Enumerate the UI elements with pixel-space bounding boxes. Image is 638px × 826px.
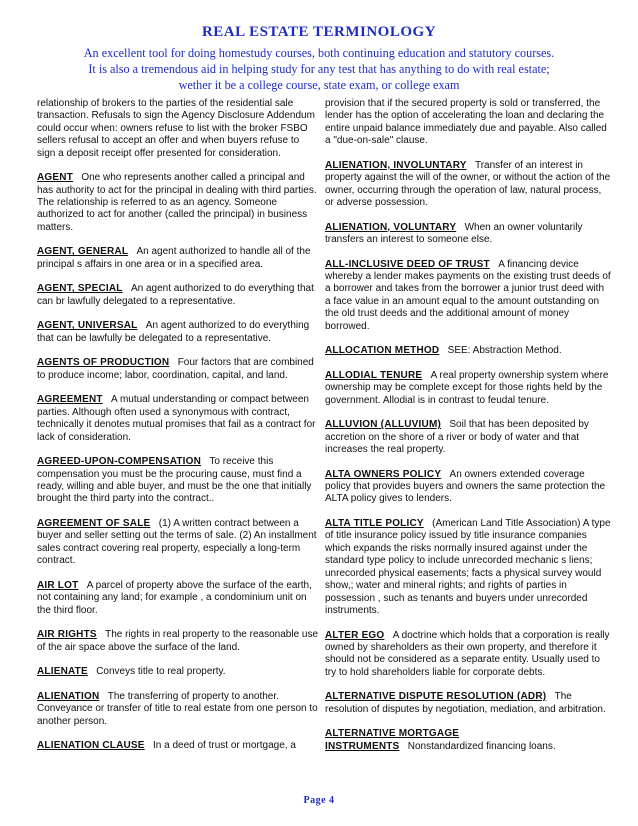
glossary-term: ALTA OWNERS POLICY <box>325 468 442 480</box>
glossary-definition: Soil that has been deposited by accretion on the shore of a river or body of water and that increases the real property. <box>325 419 589 456</box>
glossary-entry <box>37 456 319 506</box>
glossary-term: ALTA TITLE POLICY <box>325 518 424 530</box>
glossary-definition: (American Land Title Association) A type of title insurance policy issued by title insurance companies which expands the risks normally insured against under the standard type policy to include unrecorded mechanic s liens; unrecorded physical easements; facts a physical survey would show,; water and mineral rights; and rights of parties in possession , such as tenants and buyers under unrecorded instruments. <box>325 518 611 616</box>
glossary-definition: An agent authorized to do everything that can br lawfully delegated to a representative. <box>37 283 314 307</box>
glossary-definition: (1) A written contract between a buyer and seller setting out the terms of sale. (2) An installment sales contract covering real property, especially a long-term contract. <box>37 518 317 567</box>
glossary-definition: SEE: Abstraction Method. <box>447 345 562 357</box>
page-number: Page 4 <box>303 795 335 806</box>
glossary-entry <box>325 630 611 680</box>
glossary-entry <box>325 518 611 617</box>
glossary-entry <box>37 580 319 617</box>
glossary-definition: Four factors that are combined to produce income; labor, coordination, capital, and land. <box>37 357 314 381</box>
glossary-definition: A parcel of property above the surface of the earth, not containing any land; for example , a condominium unit on the third floor. <box>37 579 312 616</box>
glossary-term: ALTER EGO <box>325 629 385 641</box>
glossary-term: ALIENATION, VOLUNTARY <box>325 221 457 233</box>
glossary-term: ALIENATION, INVOLUNTARY <box>325 159 467 171</box>
glossary-definition: To receive this compensation you must be the procuring cause, must find a ready, willing and able buyer, and must be the one that initially brought the third party into the contract.. <box>37 456 312 505</box>
subtitle-line: wether it be a college course, state exam, or college exam <box>178 78 460 92</box>
glossary-term: AGREED-UPON-COMPENSATION <box>37 456 202 468</box>
glossary-definition: The rights in real property to the reasonable use of the air space above the surface of the land. <box>37 629 319 653</box>
glossary-term: ALLUVION (ALLUVIUM) <box>325 419 442 431</box>
glossary-term: AGENT, UNIVERSAL <box>37 320 138 332</box>
glossary-entry <box>325 419 611 456</box>
glossary-definition: Nonstandardized financing loans. <box>407 740 556 752</box>
glossary-term: ALLODIAL TENURE <box>325 369 423 381</box>
glossary-definition: A mutual understanding or compact between parties. Although often used a synonymous with contract, technically it denotes mutual promises that fail as a contract for lack of consideration. <box>37 394 316 443</box>
glossary-entry <box>325 728 611 753</box>
glossary-term: AGENT <box>37 172 73 184</box>
glossary-entry <box>37 740 319 752</box>
glossary-definition: When an owner voluntarily transfers an interest to someone else. <box>325 221 583 246</box>
glossary-definition: The transferring of property to another. Conveyance or transfer of title to real estate from one person to another person. <box>37 690 318 727</box>
glossary-definition: One who represents another called a principal and has authority to act for the principal in dealing with third parties. The relationship is referred to as an agency. Someone authorized to act for another (called the principal) in business matters. <box>37 172 317 233</box>
glossary-entry <box>325 345 611 357</box>
glossary-term: ALTERNATIVE DISPUTE RESOLUTION (ADR) <box>325 691 547 703</box>
glossary-entry <box>37 320 319 345</box>
glossary-term: AGENT, SPECIAL <box>37 283 123 295</box>
glossary-entry <box>37 98 319 160</box>
glossary-entry <box>37 283 319 308</box>
glossary-entry <box>325 370 611 407</box>
glossary-term: ALIENATION CLAUSE <box>37 740 145 752</box>
glossary-definition: relationship of brokers to the parties of the residential sale transaction. Refusals to sign the Agency Disclosure Addendum could occur when: owners refuse to list with the broker FSBO sellers refusal to accept an offer and when buyers refuse to sign a deposit receipt offer presented for consideration. <box>37 98 315 159</box>
glossary-entry <box>37 629 319 654</box>
glossary-term: AIR RIGHTS <box>37 629 97 641</box>
glossary-definition: In a deed of trust or mortgage, a <box>153 740 296 752</box>
glossary-term: ALTERNATIVE MORTGAGE INSTRUMENTS <box>325 728 460 752</box>
glossary-term: AGENTS OF PRODUCTION <box>37 357 170 369</box>
glossary-entry <box>37 357 319 382</box>
glossary-term: ALIENATE <box>37 666 88 678</box>
glossary-term: ALIENATION <box>37 690 100 702</box>
glossary-term: ALL-INCLUSIVE DEED OF TRUST <box>325 258 490 270</box>
glossary-term: AGENT, GENERAL <box>37 246 129 258</box>
page-title: REAL ESTATE TERMINOLOGY <box>201 24 437 40</box>
glossary-entry <box>325 691 611 716</box>
glossary-definition: A real property ownership system where ownership may be complete except for those rights held by the government. Allodial is in contrast to feudal tenure. <box>325 369 609 406</box>
glossary-entry <box>37 246 319 271</box>
glossary-definition: provision that if the secured property is sold or transferred, the lender has the option of accelerating the loan and declaring the entire unpaid balance immediately due and payable. Also called a "due-on-sale" clause. <box>325 98 607 147</box>
glossary-definition: An owners extended coverage policy that provides buyers and owners the same protection the ALTA policy gives to lenders. <box>325 468 606 505</box>
glossary-entry <box>325 98 611 148</box>
subtitle-line: An excellent tool for doing homestudy courses, both continuing education and statutory courses. <box>83 46 555 60</box>
glossary-entry <box>325 160 611 210</box>
glossary-entry <box>325 222 611 247</box>
glossary-entry <box>37 666 319 678</box>
glossary-definition: An agent authorized to handle all of the principal s affairs in one area or in a specified area. <box>37 246 311 270</box>
glossary-entry <box>37 172 319 234</box>
right-column <box>325 98 611 765</box>
glossary-entry <box>325 259 611 333</box>
glossary-entry <box>37 691 319 728</box>
glossary-term: ALLOCATION METHOD <box>325 345 440 357</box>
page-header <box>0 24 638 93</box>
glossary-definition: A doctrine which holds that a corporation is really owned by shareholders as their own property, and therefore it should not be considered as a separate entity. Usually used to try to hold shareholders liable for corporate debts. <box>325 629 610 678</box>
glossary-term: AGREEMENT OF SALE <box>37 518 151 530</box>
subtitle-line: It is also a tremendous aid in helping study for any test that has anything to do with real estate; <box>88 62 550 76</box>
glossary-definition: Conveys title to real property. <box>96 666 226 678</box>
left-column <box>37 98 319 765</box>
glossary-term: AIR LOT <box>37 579 79 591</box>
glossary-definition: The resolution of disputes by negotiation, mediation, and arbitration. <box>325 691 606 715</box>
glossary-entry <box>37 394 319 444</box>
glossary-entry <box>37 518 319 568</box>
glossary-definition: An agent authorized to do everything that can be lawfully be delegated to a representative. <box>37 320 310 344</box>
glossary-entry <box>325 469 611 506</box>
glossary-definition: A financing device whereby a lender makes payments on the existing trust deeds of a borrower and takes from the borrower a junior trust deed with a face value in an amount equal to the amount outstanding on the old trust deeds and the additional amount of money borrowed. <box>325 258 611 332</box>
glossary-definition: Transfer of an interest in property against the will of the owner, or without the action of the owner, occurring through the operation of law, natural process, or adverse possession. <box>325 159 611 209</box>
glossary-term: AGREEMENT <box>37 394 103 406</box>
